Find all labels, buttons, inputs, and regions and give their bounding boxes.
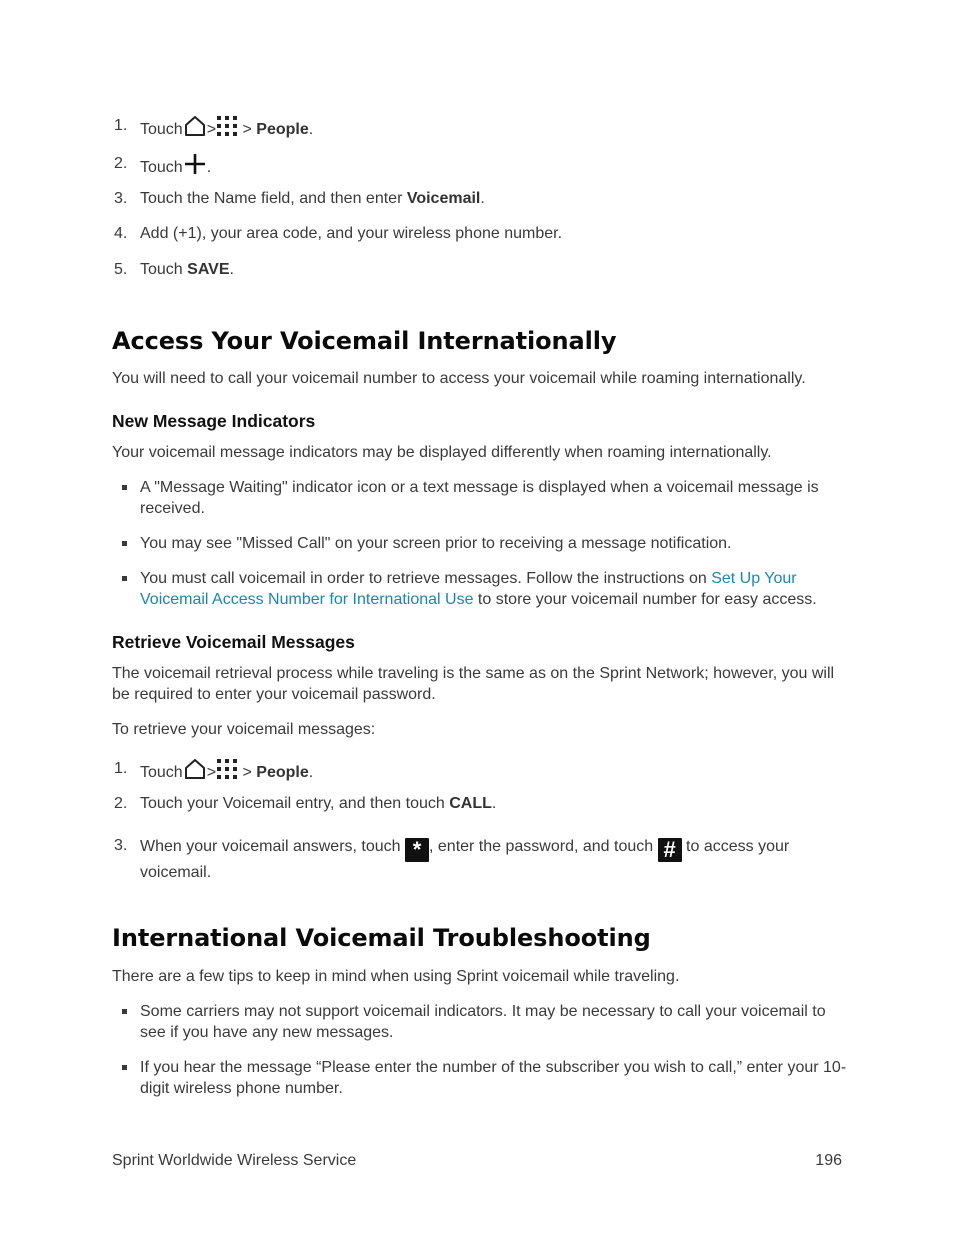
home-icon xyxy=(183,115,207,143)
step-number: 5. xyxy=(114,261,128,278)
step-text: When your voicemail answers, touch * , enter the password, and touch # to access your voicemail. xyxy=(140,837,790,881)
step-text: Touch > > People. xyxy=(140,115,847,143)
home-icon xyxy=(183,758,207,786)
apps-grid-icon xyxy=(216,115,238,143)
bullet-text: You may see "Missed Call" on your screen prior to receiving a message notification. xyxy=(140,535,732,552)
subsection-intro: Your voicemail message indicators may be displayed differently when roaming internationally. xyxy=(112,444,772,461)
step-text: Add (+1), your area code, and your wireless phone number. xyxy=(140,225,563,242)
setup-voicemail-link[interactable]: Set Up Your Voicemail Access Number for International Use xyxy=(140,570,797,608)
step-number: 2. xyxy=(114,155,128,172)
step-text: Touch > > People. xyxy=(140,758,847,786)
subsection-heading: New Message Indicators xyxy=(112,411,316,431)
step-number: 2. xyxy=(114,795,128,812)
star-key-icon: * xyxy=(405,838,429,862)
bullet-text: A "Message Waiting" indicator icon or a text message is displayed when a voicemail message is received. xyxy=(140,479,819,517)
subsection-heading: Retrieve Voicemail Messages xyxy=(112,632,355,652)
bullet-marker xyxy=(122,1009,127,1014)
step-text: Touch the Name field, and then enter Voicemail. xyxy=(140,190,485,207)
procedure-lead: To retrieve your voicemail messages: xyxy=(112,721,376,738)
step-number: 3. xyxy=(114,837,128,854)
page-number: 196 xyxy=(815,1152,842,1169)
footer-title: Sprint Worldwide Wireless Service xyxy=(112,1152,357,1169)
step-text: Touch your Voicemail entry, and then touch CALL. xyxy=(140,795,497,812)
step-number: 1. xyxy=(114,117,128,134)
plus-icon xyxy=(183,153,207,181)
bullet-text: If you hear the message “Please enter the number of the subscriber you wish to call,” enter your 10-digit wireless phone number. xyxy=(140,1059,847,1097)
step-text: Touch SAVE. xyxy=(140,261,234,278)
section-intro: There are a few tips to keep in mind when using Sprint voicemail while traveling. xyxy=(112,968,680,985)
step-number: 1. xyxy=(114,760,128,777)
bullet-marker xyxy=(122,485,127,490)
hash-key-icon: # xyxy=(658,838,682,862)
section-intro: You will need to call your voicemail number to access your voicemail while roaming internationally. xyxy=(112,370,806,387)
section-heading: Access Your Voicemail Internationally xyxy=(112,327,617,355)
subsection-intro: The voicemail retrieval process while traveling is the same as on the Sprint Network; however, you will be required to enter your voicemail password. xyxy=(112,665,835,703)
step-text: Touch . xyxy=(140,153,847,181)
apps-grid-icon xyxy=(216,758,238,786)
step-number: 3. xyxy=(114,190,128,207)
step-number: 4. xyxy=(114,225,128,242)
bullet-text: Some carriers may not support voicemail indicators. It may be necessary to call your voicemail to see if you have any new messages. xyxy=(140,1003,826,1041)
section-heading: International Voicemail Troubleshooting xyxy=(112,924,651,952)
bullet-text: You must call voicemail in order to retrieve messages. Follow the instructions on Set Up Your Voicemail Access Number for International Use to store your voicemail number for easy access. xyxy=(140,570,817,608)
bullet-marker xyxy=(122,541,127,546)
bullet-marker xyxy=(122,1065,127,1070)
bullet-marker xyxy=(122,576,127,581)
